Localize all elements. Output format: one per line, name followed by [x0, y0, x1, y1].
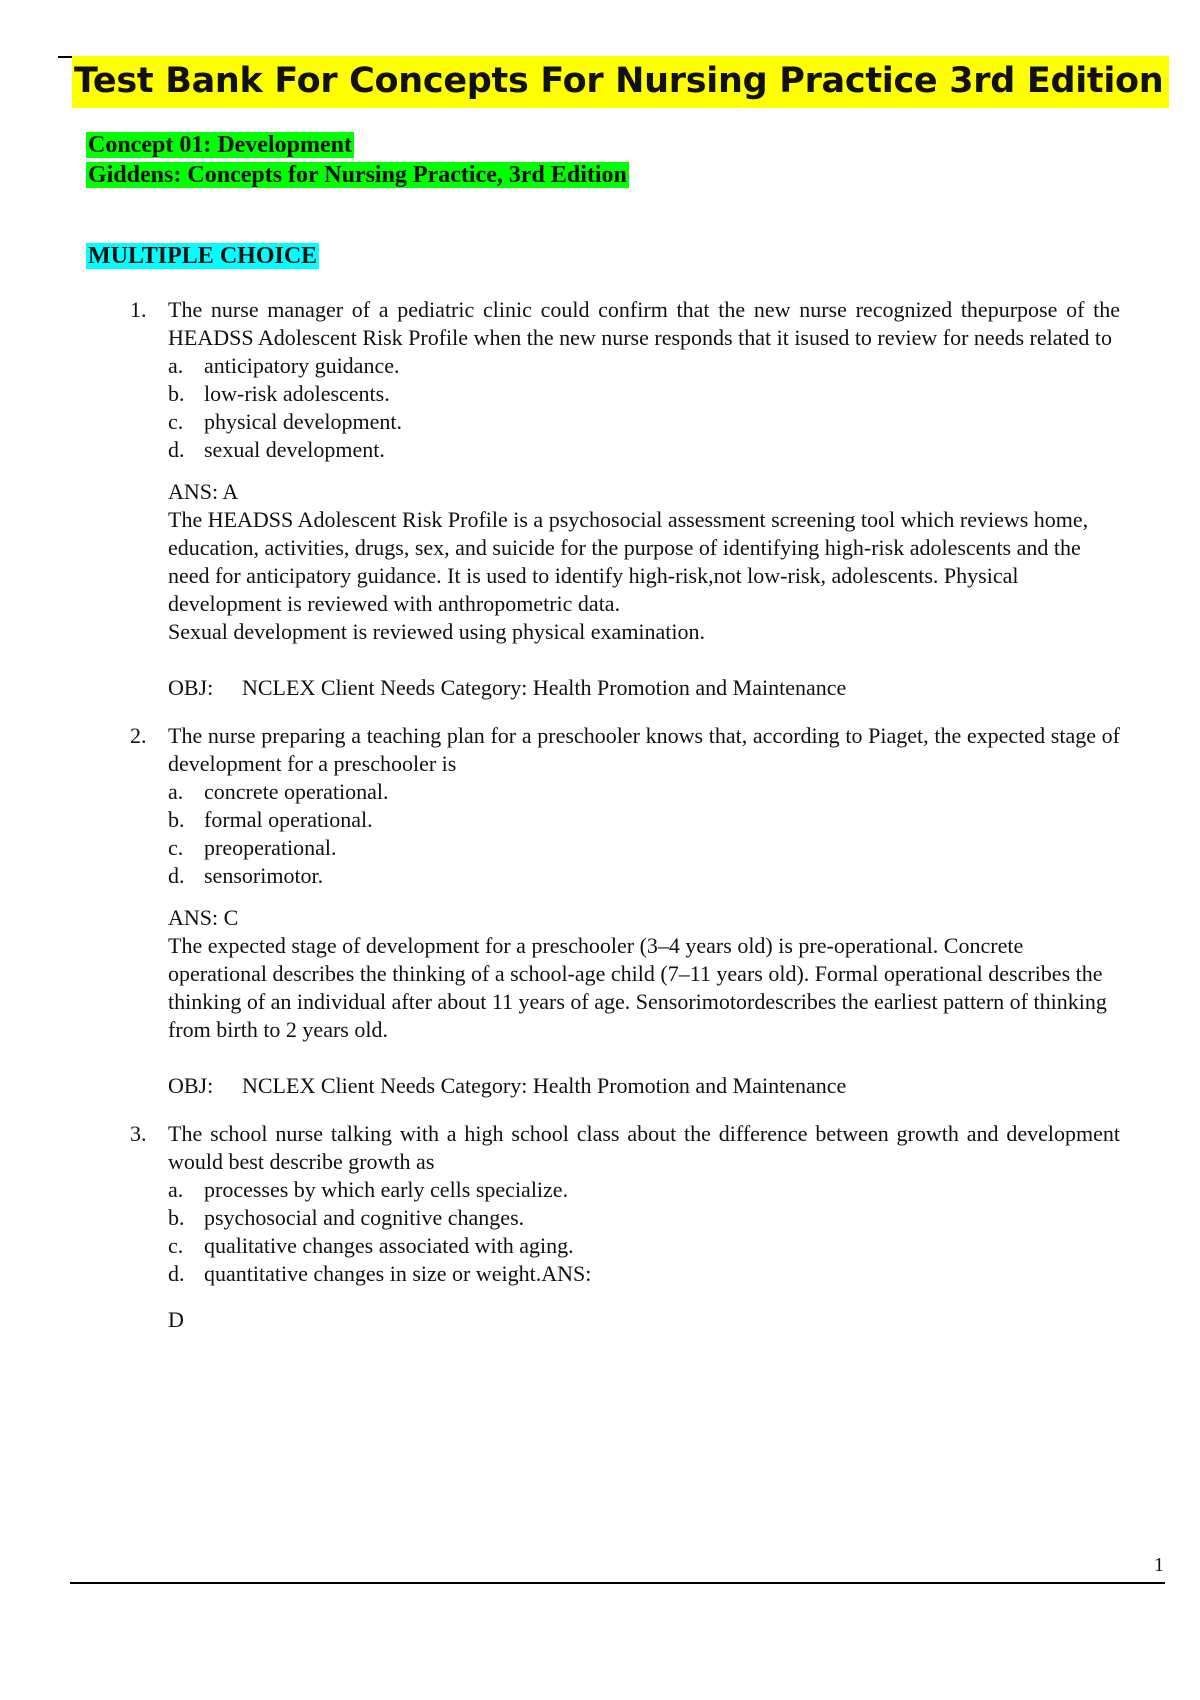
question-3: [130, 1120, 1120, 1334]
question-number: 1.: [130, 297, 147, 322]
bottom-rule: [70, 1582, 1165, 1584]
option-b: b. formal operational.: [168, 807, 373, 832]
objective: [168, 1072, 1120, 1100]
section-heading: [86, 241, 319, 271]
rationale-continued: Sexual development is reviewed using physical examination.: [168, 619, 706, 644]
question-2: [130, 722, 1120, 1100]
option-d: d. sensorimotor.: [168, 863, 324, 888]
question-stem: The school nurse talking with a high school class about the difference between growth and development would best describe growth as: [168, 1121, 1120, 1174]
page-number: 1: [1154, 1554, 1164, 1576]
option-b: b. low-risk adolescents.: [168, 381, 390, 406]
book-label: Giddens: Concepts for Nursing Practice, 3rd Edition: [88, 162, 627, 188]
option-b: b. psychosocial and cognitive changes.: [168, 1205, 525, 1230]
option-d: d. quantitative changes in size or weight.ANS:: [168, 1261, 592, 1286]
book-heading: [86, 160, 629, 190]
objective-label: OBJ:: [168, 1073, 214, 1098]
concept-label: Concept 01: Development: [88, 132, 352, 158]
answer: D: [168, 1307, 184, 1332]
question-stem: The nurse preparing a teaching plan for a preschooler knows that, according to Piaget, the expected stage of development for a preschooler is: [168, 723, 1120, 776]
answer: ANS: C: [168, 905, 239, 930]
objective-label: OBJ:: [168, 675, 214, 700]
objective-text: NCLEX Client Needs Category: Health Promotion and Maintenance: [242, 675, 847, 700]
answer: ANS: A: [168, 479, 239, 504]
section-label: MULTIPLE CHOICE: [88, 243, 318, 269]
option-a: a. concrete operational.: [168, 779, 389, 804]
question-number: 2.: [130, 723, 147, 748]
option-c: c. qualitative changes associated with aging.: [168, 1233, 574, 1258]
question-1: [130, 296, 1120, 702]
document-title: Test Bank For Concepts For Nursing Practice 3rd Edition: [72, 56, 1169, 108]
objective: [168, 674, 1120, 702]
question-number: 3.: [130, 1121, 147, 1146]
option-d: d. sexual development.: [168, 437, 385, 462]
option-a: a. anticipatory guidance.: [168, 353, 400, 378]
concept-heading: [86, 130, 354, 160]
rationale: The expected stage of development for a preschooler (3–4 years old) is pre-operational. Concrete operational describes the thinking of a school-age child (7–11 years old). Formal operational describes the thinking of an individual after about 11 years of age. Sensorimotordescribes the earliest pattern of thinking from birth to 2 years old.: [168, 933, 1107, 1042]
question-list: [130, 296, 1120, 1334]
option-a: a. processes by which early cells specialize.: [168, 1177, 569, 1202]
objective-text: NCLEX Client Needs Category: Health Promotion and Maintenance: [242, 1073, 847, 1098]
question-stem: The nurse manager of a pediatric clinic could confirm that the new nurse recognized thepurpose of the HEADSS Adolescent Risk Profile when the new nurse responds that it isused to review for needs related to: [168, 297, 1120, 350]
rationale: The HEADSS Adolescent Risk Profile is a psychosocial assessment screening tool which reviews home, education, activities, drugs, sex, and suicide for the purpose of identifying high-risk adolescents and the need for anticipatory guidance. It is used to identify high-risk,not low-risk, adolescents. Physical development is reviewed with anthropometric data.: [168, 507, 1089, 616]
option-c: c. preoperational.: [168, 835, 337, 860]
option-c: c. physical development.: [168, 409, 402, 434]
